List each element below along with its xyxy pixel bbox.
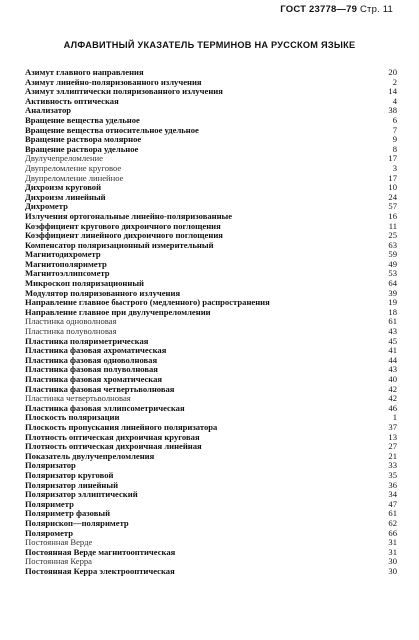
term-number: 61 [388, 316, 397, 327]
term-number: 35 [388, 469, 397, 480]
term-name: Поляризатор круговой [25, 469, 114, 480]
term-name: Вращение вещества удельное [25, 114, 140, 125]
term-name: Азимут эллиптически поляризованного излучения [25, 86, 223, 97]
term-number: 44 [388, 354, 397, 365]
term-name: Пластинка фазовая одноволновая [25, 354, 158, 365]
term-name: Пластинка полуволновая [25, 326, 117, 337]
term-number: 8 [392, 143, 397, 154]
term-number: 27 [388, 441, 397, 452]
term-name: Двупреломление линейное [25, 172, 124, 183]
term-number: 7 [392, 124, 397, 135]
term-number: 45 [388, 335, 397, 346]
term-name: Коэффициент линейного дихроичного поглощения [25, 230, 223, 241]
term-name: Пластинка поляриметрическая [25, 335, 149, 346]
term-name: Плоскость пропускания линейного поляризатора [25, 421, 218, 432]
term-row [25, 452, 397, 462]
term-number: 49 [388, 258, 397, 269]
term-name: Дихроизм линейный [25, 191, 106, 202]
term-number: 57 [388, 201, 397, 212]
term-name: Магнитополяриметр [25, 258, 107, 269]
term-number: 40 [388, 374, 397, 384]
term-number: 11 [388, 220, 397, 231]
index-title: АЛФАВИТНЫЙ УКАЗАТЕЛЬ ТЕРМИНОВ НА РУССКОМ ЯЗЫКЕ [63, 40, 356, 50]
term-name: Пластинка фазовая эллипсометрическая [25, 402, 185, 413]
term-number: 34 [388, 489, 397, 500]
term-name: Полярископ—поляриметр [25, 517, 129, 528]
page-number: Стр. 11 [359, 4, 393, 15]
term-number: 41 [388, 345, 397, 356]
term-name: Направление главное быстрого (медленного) распространения [25, 297, 270, 308]
term-name: Модулятор поляризованного излучения [25, 287, 181, 298]
term-number: 14 [388, 86, 397, 97]
term-name: Поляризатор линейный [25, 479, 119, 490]
term-number: 46 [388, 402, 397, 413]
term-name: Азимут главного направления [25, 67, 144, 77]
term-name: Плоскость поляризации [25, 412, 120, 423]
term-number: 59 [388, 249, 397, 260]
term-number: 6 [392, 114, 397, 125]
term-name: Поляриметр фазовый [25, 508, 111, 519]
term-number: 31 [388, 546, 397, 557]
term-name: Вращение вещества относительное удельное [25, 124, 199, 135]
term-name: Постоянная Керра [25, 556, 92, 567]
term-number: 2 [392, 76, 397, 87]
term-number: 30 [388, 565, 397, 576]
term-number: 17 [388, 153, 397, 164]
term-row [25, 193, 397, 203]
term-name: Постоянная Верде магнитооптическая [25, 546, 176, 557]
term-row [25, 519, 397, 529]
term-name: Плотность оптическая дихроичная круговая [25, 431, 200, 442]
term-name: Показатель двулучепреломления [25, 450, 155, 461]
term-number: 53 [388, 268, 397, 279]
term-number: 42 [388, 383, 397, 394]
term-number: 10 [388, 182, 397, 193]
term-name: Микроскоп поляризационный [25, 278, 144, 289]
term-name: Коэффициент кругового дихроичного поглощения [25, 220, 221, 231]
term-number: 43 [388, 326, 397, 337]
term-name: Поляризатор эллиптический [25, 489, 138, 500]
term-name: Вращение раствора молярное [25, 134, 142, 145]
term-number: 62 [388, 517, 397, 528]
term-name: Пластинка одноволновая [25, 316, 117, 327]
term-number: 36 [388, 479, 397, 490]
term-name: Плотность оптическая дихроичная линейная [25, 441, 202, 452]
term-number: 39 [388, 287, 397, 298]
term-number: 64 [388, 278, 397, 289]
term-name: Пластинка фазовая хроматическая [25, 374, 163, 384]
term-number: 1 [392, 412, 397, 423]
term-number: 38 [388, 105, 397, 116]
term-number: 30 [388, 556, 397, 567]
term-row [25, 97, 397, 107]
term-number: 63 [388, 239, 397, 250]
term-name: Дихрометр [25, 201, 68, 212]
term-name: Поляриметр [25, 498, 74, 509]
term-number: 19 [388, 297, 397, 308]
term-row [25, 490, 397, 500]
term-number: 47 [388, 498, 397, 509]
term-name: Магнитоэллипсометр [25, 268, 110, 279]
term-index-list [25, 68, 397, 576]
term-number: 16 [388, 210, 397, 221]
term-number: 24 [388, 191, 397, 202]
term-number: 66 [388, 527, 397, 538]
term-number: 13 [388, 431, 397, 442]
term-name: Излучения ортогональные линейно-поляризованные [25, 210, 233, 221]
page-header [280, 4, 393, 15]
term-name: Магнитодихрометр [25, 249, 101, 260]
term-name: Пластинка фазовая полуволновая [25, 364, 158, 375]
term-name: Двулучепреломление [25, 153, 103, 164]
term-number: 25 [388, 230, 397, 241]
term-name: Вращение раствора удельное [25, 143, 139, 154]
term-number: 31 [388, 537, 397, 548]
term-name: Направление главное при двулучепреломлении [25, 306, 211, 317]
term-number: 17 [388, 172, 397, 183]
term-name: Пластинка четвертьволновая [25, 393, 131, 404]
term-name: Азимут линейно-поляризованного излучения [25, 76, 202, 87]
term-number: 9 [392, 134, 397, 145]
standard-number: ГОСТ 23778—79 [280, 4, 358, 15]
term-number: 21 [388, 450, 397, 461]
term-number: 3 [392, 162, 397, 173]
term-name: Активность оптическая [25, 95, 119, 106]
term-row [25, 567, 397, 577]
term-name: Постоянная Керра электрооптическая [25, 565, 175, 576]
term-number: 61 [388, 508, 397, 519]
term-name: Анализатор [25, 105, 72, 116]
term-number: 42 [388, 393, 397, 404]
term-name: Поляризатор [25, 460, 76, 471]
term-name: Полярометр [25, 527, 74, 538]
term-name: Пластинка фазовая четвертьволновая [25, 383, 175, 394]
term-number: 43 [388, 364, 397, 375]
term-number: 37 [388, 421, 397, 432]
term-number: 4 [392, 95, 397, 106]
term-number: 33 [388, 460, 397, 471]
term-number: 18 [388, 306, 397, 317]
term-name: Постоянная Верде [25, 537, 93, 548]
term-name: Дихроизм круговой [25, 182, 102, 193]
term-name: Двупреломление круговое [25, 162, 122, 173]
term-number: 20 [388, 67, 397, 77]
term-name: Пластинка фазовая ахроматическая [25, 345, 167, 356]
term-name: Компенсатор поляризационный измерительный [25, 239, 214, 250]
